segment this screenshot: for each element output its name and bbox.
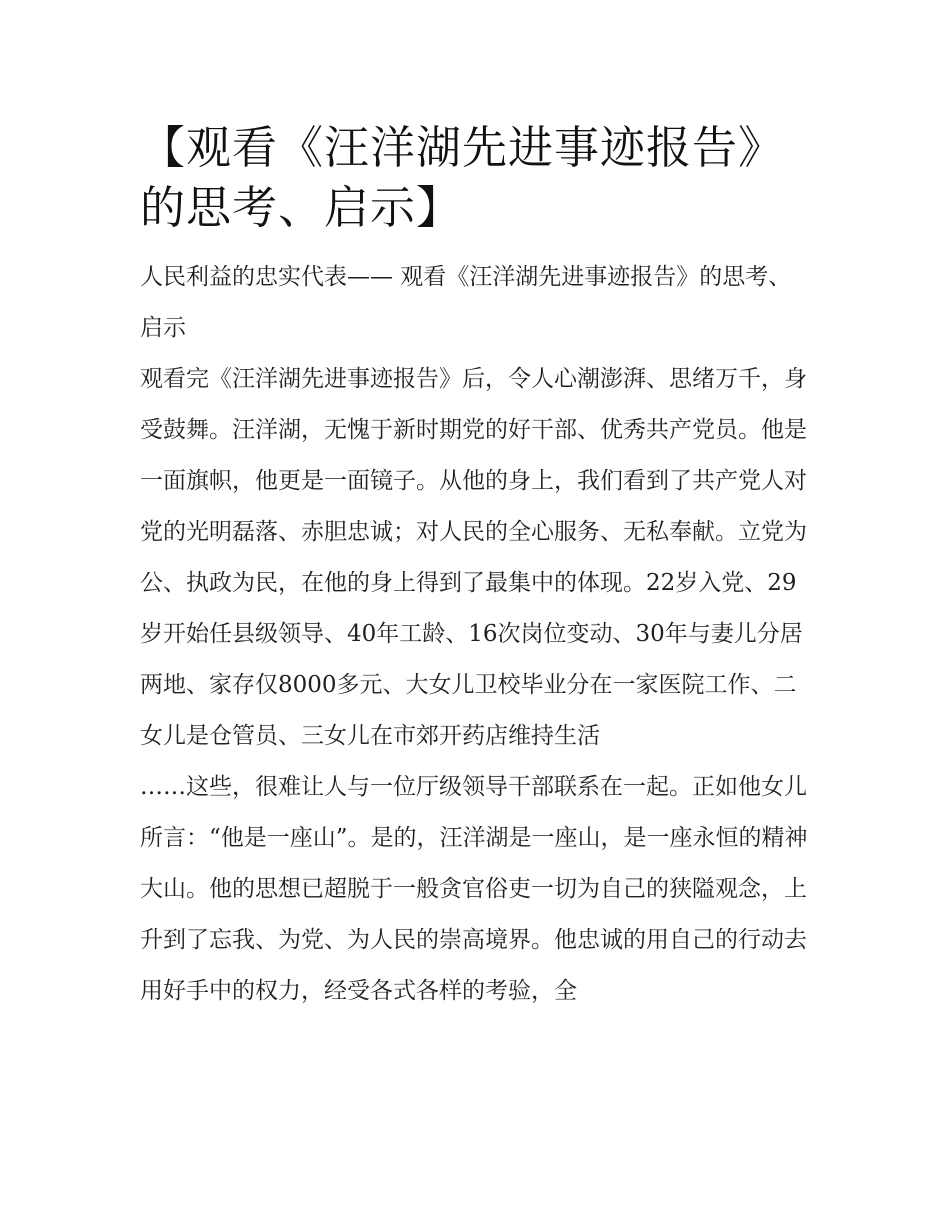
document-title: 【观看《汪洋湖先进事迹报告》的思考、启示】 — [140, 121, 762, 234]
document-content — [140, 118, 812, 1017]
body-paragraph-1: 观看完《汪洋湖先进事迹报告》后，令人心潮澎湃、思绪万千，身受鼓舞。汪洋湖，无愧于新时期党的好干部、优秀共产党员。他是一面旗帜，他更是一面镜子。从他的身上，我们看到了共产党人对党的光明磊落、赤胆忠诚；对人民的全心服务、无私奉献。立党为公、执政为民，在他的身上得到了最集中的体现。22岁入党、29岁开始任县级领导、40年工龄、16次岗位变动、30年与妻儿分居两地、家存仅8000多元、大女儿卫校毕业分在一家医院工作、二女儿是仓管员、三女儿在市郊开药店维持生活 — [140, 366, 807, 749]
document-subtitle: 人民利益的忠实代表—— 观看《汪洋湖先进事迹报告》的思考、启示 — [140, 264, 792, 341]
body-paragraph-2: ……这些，很难让人与一位厅级领导干部联系在一起。正如他女儿所言：“他是一座山”。是的，汪洋湖是一座山，是一座永恒的精神大山。他的思想已超脱于一般贪官俗吏一切为自己的狭隘观念，上升到了忘我、为党、为人民的崇高境界。他忠诚的用自己的行动去用好手中的权力，经受各式各样的考验，全 — [140, 774, 808, 1004]
